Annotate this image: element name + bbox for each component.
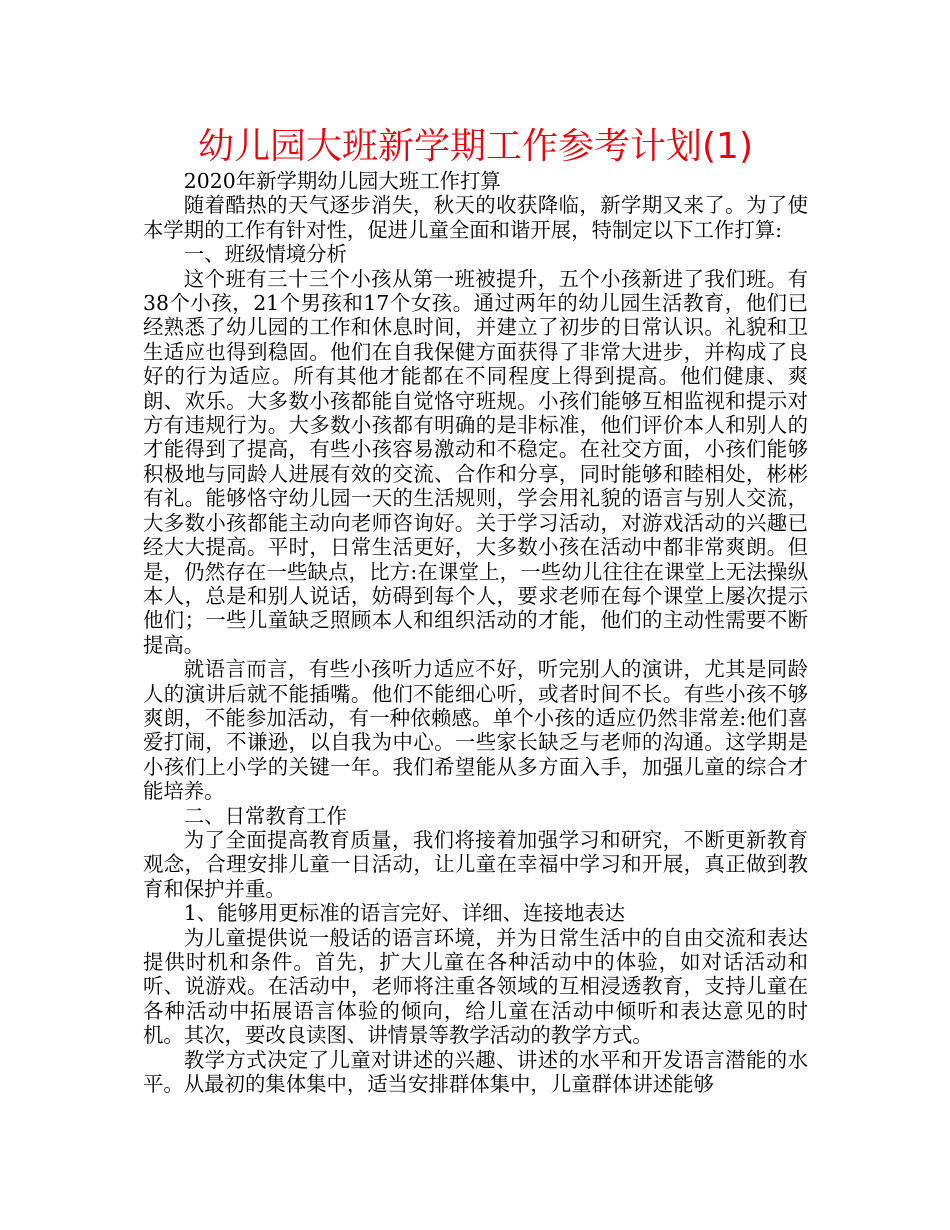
body-paragraph: 就语言而言，有些小孩听力适应不好，听完别人的演讲，尤其是同龄人的演讲后就不能插嘴。他们不能细心听，或者时间不长。有些小孩不够爽朗，不能参加活动，有一种依赖感。单个小孩的适应仍然非常差:他们喜爱打闹，不谦逊，以自我为中心。一些家长缺乏与老师的沟通。这学期是小孩们上小学的关键一年。我们希望能从多方面入手，加强儿童的综合才能培养。	[143, 657, 808, 804]
body-paragraph: 教学方式决定了儿童对讲述的兴趣、讲述的水平和开发语言潜能的水平。从最初的集体集中，适当安排群体集中，儿童群体讲述能够	[143, 1047, 808, 1097]
body-paragraph: 2020年新学期幼儿园大班工作打算	[183, 169, 501, 193]
document-page	[143, 125, 808, 1096]
document-title: 幼儿园大班新学期工作参考计划(1)	[198, 126, 753, 167]
section-heading: 一、班级情境分析	[183, 242, 347, 267]
body-paragraph: 为儿童提供说一般话的语言环境，并为日常生活中的自由交流和表达提供时机和条件。首先，扩大儿童在各种活动中的体验，如对话活动和听、说游戏。在活动中，老师将注重各领域的互相浸透教育，支持儿童在各种活动中拓展语言体验的倾向，给儿童在活动中倾听和表达意见的时机。其次，要改良读图、讲情景等教学活动的教学方式。	[143, 925, 808, 1048]
subsection-heading: 1、能够用更标准的语言完好、详细、连接地表达	[183, 901, 625, 926]
body-paragraph: 这个班有三十三个小孩从第一班被提升，五个小孩新进了我们班。有38个小孩，21个男孩和17个女孩。通过两年的幼儿园生活教育，他们已经熟悉了幼儿园的工作和休息时间，并建立了初步的日常认识。礼貌和卫生适应也得到稳固。他们在自我保健方面获得了非常大进步，并构成了良好的行为适应。所有其他才能都在不同程度上得到提高。他们健康、爽朗、欢乐。大多数小孩都能自觉恪守班规。小孩们能够互相监视和提示对方有违规行为。大多数小孩都有明确的是非标准，他们评价本人和别人的才能得到了提高，有些小孩容易激动和不稳定。在社交方面，小孩们能够积极地与同龄人进展有效的交流、合作和分享，同时能够和睦相处，彬彬有礼。能够恪守幼儿园一天的生活规则，学会用礼貌的语言与别人交流，大多数小孩都能主动向老师咨询好。关于学习活动，对游戏活动的兴趣已经大大提高。平时，日常生活更好，大多数小孩在活动中都非常爽朗。但是，仍然存在一些缺点，比方:在课堂上，一些幼儿往往在课堂上无法操纵本人，总是和别人说话，妨碍到每个人，要求老师在每个课堂上屡次提示他们；一些儿童缺乏照顾本人和组织活动的才能，他们的主动性需要不断提高。	[143, 266, 808, 657]
body-paragraph: 随着酷热的天气逐步消失，秋天的收获降临，新学期又来了。为了使本学期的工作有针对性，促进儿童全面和谐开展，特制定以下工作打算:	[143, 193, 808, 242]
body-paragraph: 为了全面提高教育质量，我们将接着加强学习和研究，不断更新教育观念，合理安排儿童一日活动，让儿童在幸福中学习和开展，真正做到教育和保护并重。	[143, 827, 808, 901]
document-body	[143, 169, 808, 1096]
section-heading: 二、日常教育工作	[183, 803, 347, 828]
